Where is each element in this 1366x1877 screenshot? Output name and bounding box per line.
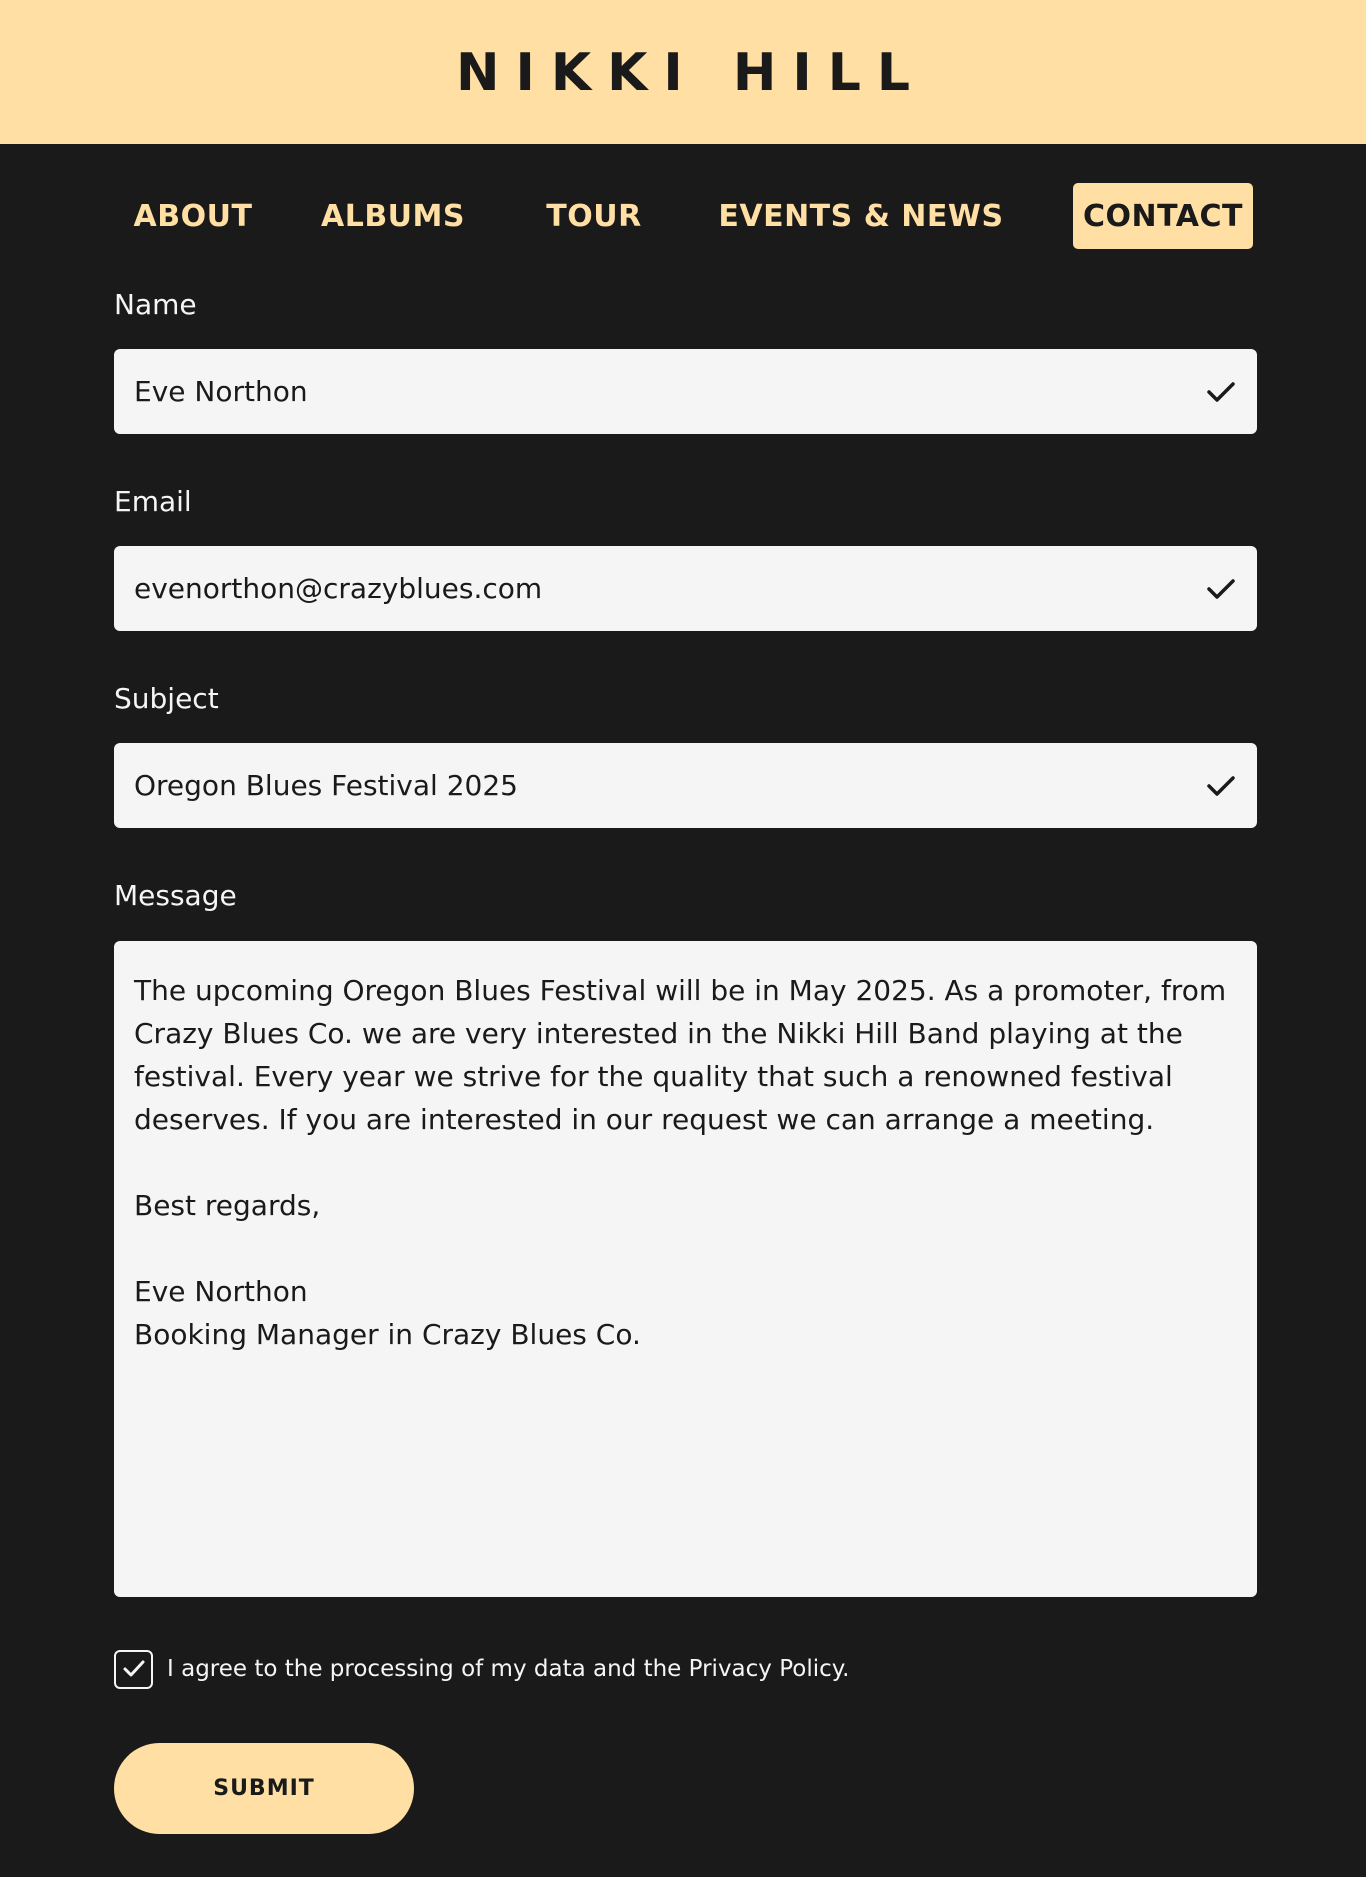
message-line: deserves. If you are interested in our request we can arrange a meeting. [134,1103,1155,1136]
nav-item-albums[interactable]: ALBUMS [320,198,466,234]
submit-button[interactable]: SUBMIT [114,1743,414,1834]
subject-label: Subject [114,682,219,715]
site-title: NIKKI HILL [455,43,927,103]
message-line: Eve Northon [134,1275,308,1308]
message-line: festival. Every year we strive for the quality that such a renowned festival [134,1060,1173,1093]
check-icon [1205,376,1237,408]
subject-field[interactable] [114,743,1257,828]
message-line: The upcoming Oregon Blues Festival will be in May 2025. As a promoter, from [134,974,1227,1007]
nav-item-events-news[interactable]: EVENTS & NEWS [718,198,1004,234]
main-nav [114,183,1254,249]
message-line: Crazy Blues Co. we are very interested in the Nikki Hill Band playing at the [134,1017,1183,1050]
name-label: Name [114,288,197,321]
message-line [134,1227,1237,1270]
checkbox-check-icon [122,1659,146,1679]
consent-checkbox[interactable] [114,1650,153,1689]
check-icon [1205,770,1237,802]
name-field[interactable] [114,349,1257,434]
consent-text: I agree to the processing of my data and the Privacy Policy. [167,1656,850,1682]
message-textarea[interactable] [114,941,1257,1597]
check-icon [1205,573,1237,605]
consent-row [114,1649,849,1689]
email-field[interactable] [114,546,1257,631]
email-value: evenorthon@crazyblues.com [134,572,543,605]
nav-item-about[interactable]: ABOUT [133,198,253,234]
subject-value: Oregon Blues Festival 2025 [134,769,518,802]
nav-item-contact[interactable]: CONTACT [1073,183,1253,249]
email-label: Email [114,485,192,518]
message-line: Booking Manager in Crazy Blues Co. [134,1318,641,1351]
site-header [0,0,1366,144]
message-label: Message [114,879,237,912]
message-line [134,1141,1237,1184]
message-line: Best regards, [134,1189,321,1222]
nav-item-tour[interactable]: TOUR [546,198,642,234]
name-value: Eve Northon [134,375,308,408]
